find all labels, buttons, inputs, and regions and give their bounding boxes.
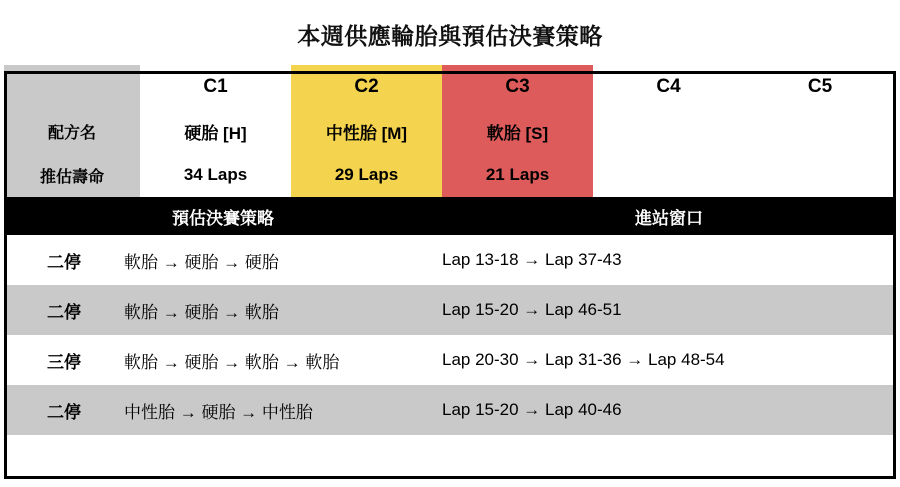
strategy-header-row: [4, 197, 896, 235]
table-row: [4, 385, 896, 435]
compound-life-c5: [744, 153, 896, 197]
compound-life-c2: 29 Laps: [291, 153, 442, 197]
strategy-header-window: 進站窗口: [442, 197, 896, 235]
compound-code-c2: C2: [291, 65, 442, 109]
page-title: 本週供應輪胎與預估決賽策略: [297, 23, 603, 49]
compound-name-c2: 中性胎 [M]: [291, 109, 442, 153]
tables-container: [0, 65, 900, 435]
table-row: [4, 235, 896, 285]
strategy-stops: 二停: [4, 385, 124, 435]
compound-code-c3: C3: [442, 65, 593, 109]
strategy-sequence: 軟胎 → 硬胎 → 軟胎 → 軟胎: [124, 335, 442, 385]
strategy-window: Lap 20-30 → Lap 31-36 → Lap 48-54: [442, 335, 896, 385]
strategy-stops: 二停: [4, 285, 124, 335]
strategy-window: Lap 13-18 → Lap 37-43: [442, 235, 896, 285]
compound-life-row: [4, 153, 896, 197]
compound-name-row: [4, 109, 896, 153]
table-row: [4, 285, 896, 335]
compound-life-c1: 34 Laps: [140, 153, 291, 197]
compound-name-c4: [593, 109, 744, 153]
strategy-sequence: 中性胎 → 硬胎 → 中性胎: [124, 385, 442, 435]
strategy-window: Lap 15-20 → Lap 46-51: [442, 285, 896, 335]
compound-code-c5: C5: [744, 65, 896, 109]
strategy-sequence: 軟胎 → 硬胎 → 軟胎: [124, 285, 442, 335]
strategy-stops: 二停: [4, 235, 124, 285]
compound-life-c3: 21 Laps: [442, 153, 593, 197]
strategy-table: [4, 197, 896, 435]
strategy-window: Lap 15-20 → Lap 40-46: [442, 385, 896, 435]
corner-blank-cell: [4, 65, 140, 109]
compound-table: [4, 65, 896, 197]
row-label-compound-life: 推估壽命: [4, 153, 140, 197]
strategy-stops: 三停: [4, 335, 124, 385]
compound-life-c4: [593, 153, 744, 197]
strategy-sequence: 軟胎 → 硬胎 → 硬胎: [124, 235, 442, 285]
compound-code-c4: C4: [593, 65, 744, 109]
table-row: [4, 335, 896, 385]
compound-name-c1: 硬胎 [H]: [140, 109, 291, 153]
compound-code-c1: C1: [140, 65, 291, 109]
compound-name-c5: [744, 109, 896, 153]
row-label-compound-name: 配方名: [4, 109, 140, 153]
compound-code-row: [4, 65, 896, 109]
compound-name-c3: 軟胎 [S]: [442, 109, 593, 153]
strategy-header-strategy: 預估決賽策略: [4, 197, 442, 235]
